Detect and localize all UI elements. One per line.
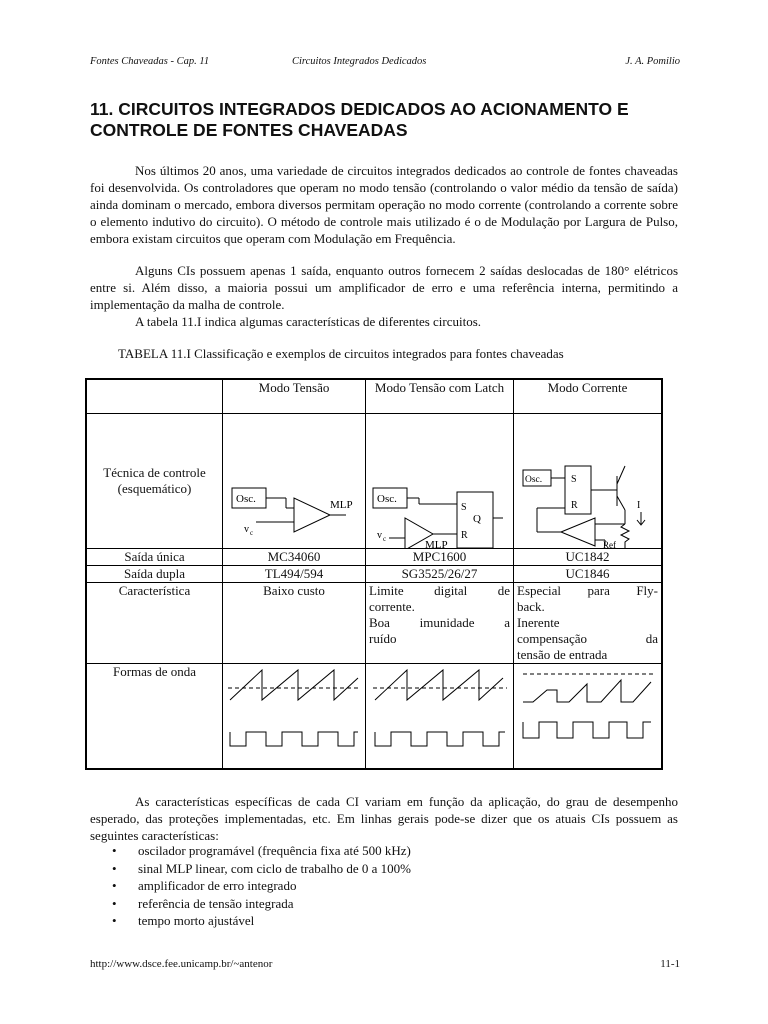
voltage-mode-schematic <box>226 414 362 548</box>
svg-text:Osc.: Osc. <box>525 475 543 485</box>
bullet-glyph: • <box>112 878 117 893</box>
list-item: • referência de tensão integrada <box>112 895 294 911</box>
feature-list <box>104 842 411 930</box>
svg-text:v: v <box>377 530 382 541</box>
footer-url[interactable]: http://www.dsce.fee.unicamp.br/~antenor <box>90 958 273 970</box>
svg-text:R: R <box>571 500 578 511</box>
svg-text:c: c <box>250 529 254 537</box>
chapter-title: 11. CIRCUITOS INTEGRADOS DEDICADOS AO ACIONAMENTO E CONTROLE DE FONTES CHAVEADAS <box>90 99 629 140</box>
schematic-voltage-mode <box>223 414 366 549</box>
svg-text:Osc.: Osc. <box>236 493 256 505</box>
svg-text:v: v <box>244 524 249 535</box>
svg-text:Ref: Ref <box>603 540 616 548</box>
row-label: Característica <box>86 583 223 664</box>
paragraph-intro: Nos últimos 20 anos, uma variedade de circuitos integrados dedicados ao controle de fontes chaveadas foi desenvolvida. Os controladores que operam no modo tensão (controlando o valor médio da tensão de saída) ainda dominam o mercado, embora diversos permitam operação no modo corrente (controlando a corrente sobre o elemento indutivo do circuito). O método de controle mais utilizado é o de Modulação por Largura de Pulso, embora existam circuitos que operam com Modulação em Frequência. <box>90 163 678 246</box>
header-empty-cell <box>86 379 223 414</box>
waveform-latch-mode <box>366 664 514 770</box>
cell-value: TL494/594 <box>223 566 366 583</box>
svg-text:S: S <box>571 474 577 485</box>
list-item: • tempo morto ajustável <box>112 913 255 928</box>
waveform-current-mode <box>514 664 663 770</box>
current-mode-schematic <box>517 414 658 548</box>
paragraph-characteristics: As características específicas de cada CI variam em função da aplicação, do grau de desempenho esperado, das proteções implementadas, etc. Em linhas gerais pode-se dizer que os atuais CIs possuem as seguintes características: <box>90 794 678 843</box>
bullet-glyph: • <box>112 843 117 858</box>
current-mode-waveform <box>517 664 658 764</box>
svg-text:MLP: MLP <box>425 539 448 548</box>
waveform-voltage-mode <box>223 664 366 770</box>
cell-latch-caracteristica: Limite digital de corrente. Boa imunidade a ruído <box>366 583 514 664</box>
bullet-glyph: • <box>112 860 117 876</box>
list-item: • sinal MLP linear, com ciclo de trabalho de 0 a 100% <box>112 860 411 876</box>
row-label: Saída única <box>86 549 223 566</box>
list-item: • amplificador de erro integrado <box>112 878 297 893</box>
row-label: Formas de onda <box>86 664 223 770</box>
svg-text:Osc.: Osc. <box>377 493 397 505</box>
svg-text:S: S <box>461 502 467 513</box>
row-formas-de-onda <box>86 664 662 770</box>
cell-value: SG3525/26/27 <box>366 566 514 583</box>
page-number: 11-1 <box>660 958 680 970</box>
col-header-modo-tensao: Modo Tensão <box>223 379 366 414</box>
cell-value: Baixo custo <box>223 583 366 664</box>
svg-text:R: R <box>461 530 468 541</box>
row-label-tecnica: Técnica de controle (esquemático) <box>86 414 223 549</box>
row-saida-dupla <box>86 566 662 583</box>
row-caracteristica <box>86 583 662 664</box>
svg-text:c: c <box>383 535 387 543</box>
table-caption: TABELA 11.I Classificação e exemplos de circuitos integrados para fontes chaveadas <box>118 346 564 361</box>
header-right: J. A. Pomilio <box>625 56 680 67</box>
row-saida-unica <box>86 549 662 566</box>
latch-mode-waveform <box>369 664 510 764</box>
list-item: • oscilador programável (frequência fixa até 500 kHz) <box>112 843 411 858</box>
col-header-modo-tensao-latch: Modo Tensão com Latch <box>366 379 514 414</box>
latch-mode-schematic <box>369 414 510 548</box>
bullet-glyph: • <box>112 913 117 928</box>
bullet-glyph: • <box>112 895 117 911</box>
header-left: Fontes Chaveadas - Cap. 11 <box>90 56 210 67</box>
table-header-row <box>86 379 662 414</box>
header-center: Circuitos Integrados Dedicados <box>292 56 427 67</box>
paragraph-outputs: Alguns CIs possuem apenas 1 saída, enquanto outros fornecem 2 saídas deslocadas de 180° elétricos entre si. Além disso, a maioria possui um amplificador de erro e uma referência interna, permitindo a implementação da malha de controle. <box>90 263 678 312</box>
ic-classification-table <box>85 378 663 770</box>
cell-value: UC1846 <box>514 566 663 583</box>
cell-corrente-caracteristica: Especial para Fly- back. Inerente compensação da tensão de entrada <box>514 583 663 664</box>
cell-value: UC1842 <box>514 549 663 566</box>
schematic-current-mode <box>514 414 663 549</box>
schematic-row <box>86 414 662 549</box>
svg-text:Q: Q <box>473 513 481 525</box>
schematic-latch-mode <box>366 414 514 549</box>
paragraph-table-ref: A tabela 11.I indica algumas características de diferentes circuitos. <box>135 314 482 329</box>
cell-value: MPC1600 <box>366 549 514 566</box>
voltage-mode-waveform <box>226 664 362 764</box>
row-label: Saída dupla <box>86 566 223 583</box>
svg-text:I: I <box>637 500 641 511</box>
cell-value: MC34060 <box>223 549 366 566</box>
col-header-modo-corrente: Modo Corrente <box>514 379 663 414</box>
svg-text:MLP: MLP <box>330 499 353 511</box>
